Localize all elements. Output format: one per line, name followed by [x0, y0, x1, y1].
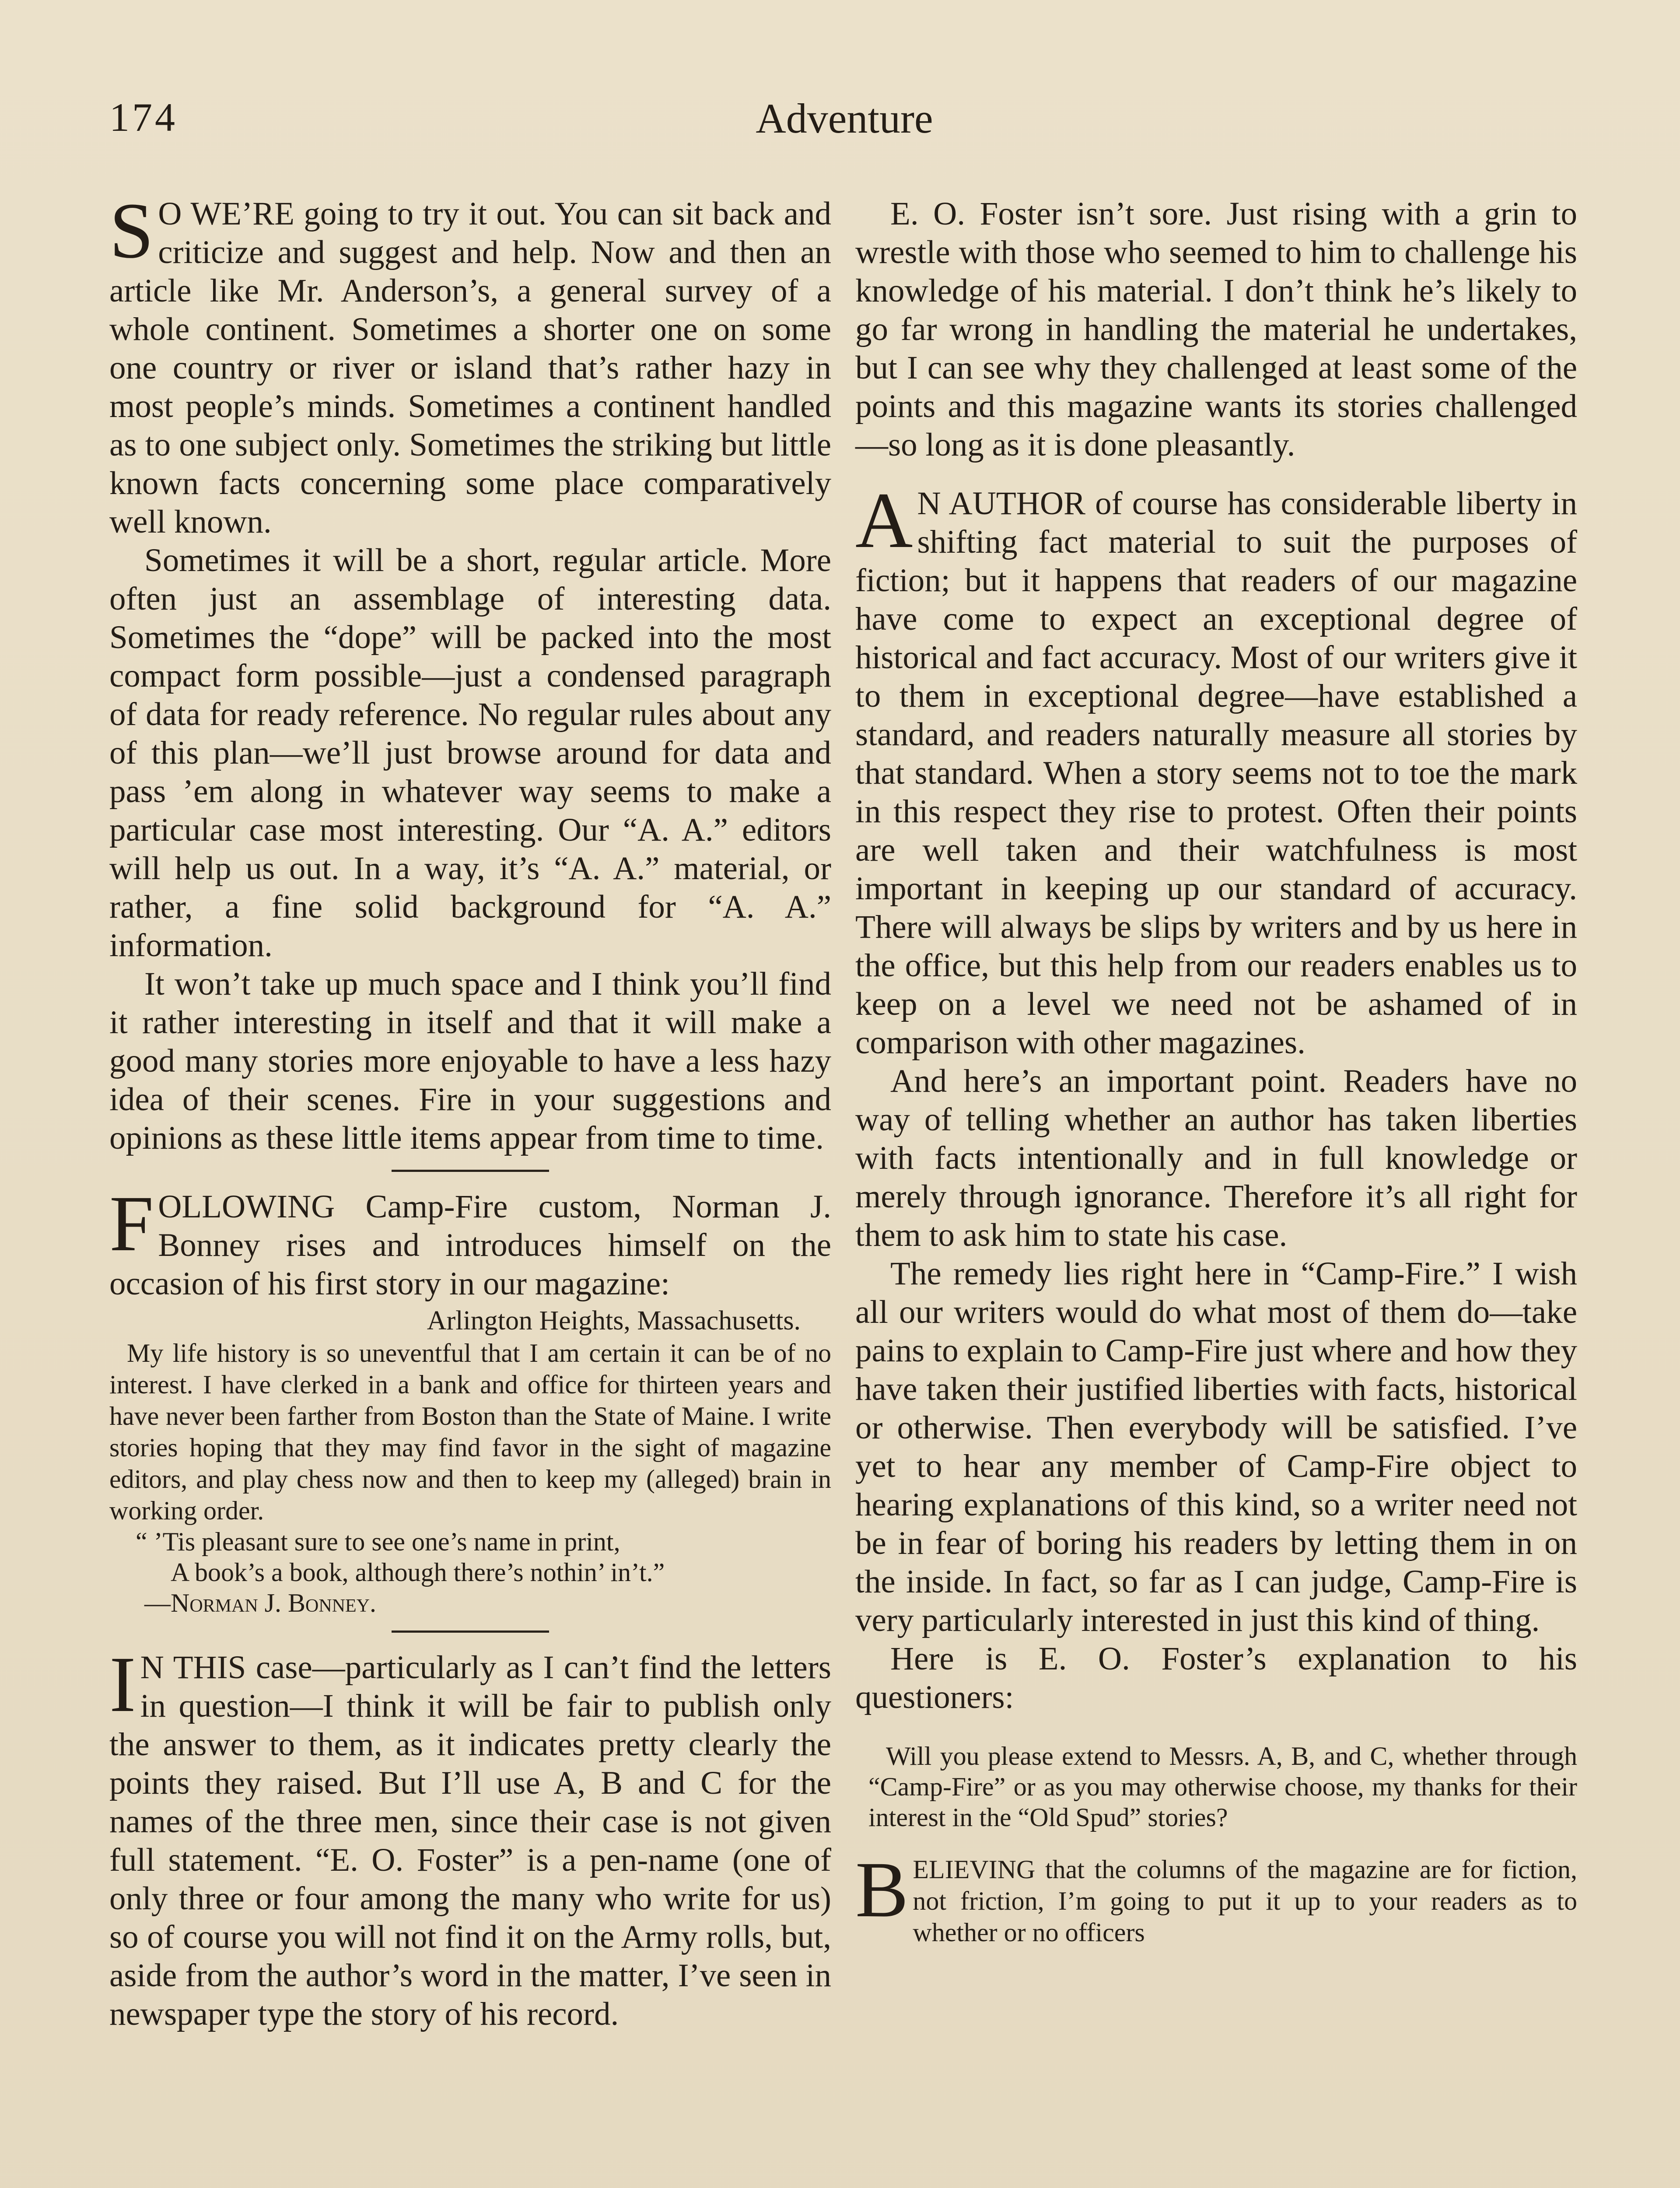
bonney-letter: [109, 1337, 831, 1526]
page-title: Adventure: [756, 95, 933, 142]
paragraph-remedy-lies: The remedy lies right here in “Camp-Fire.” I wish all our writers would do what most of them do—take pains to explain to Camp-Fire just where and how they have taken their justified liberties with facts, historical or otherwise. Then everybody will be satisfied. I’ve yet to hear any member of Camp-Fire object to hearing explanations of this kind, so a writer need not be in fear of boring his readers by letting them in on the inside. In fact, so far as I can judge, Camp-Fire is very particularly interested in just this kind of thing.: [855, 1255, 1577, 1638]
paragraph-here-is-foster: Here is E. O. Foster’s explanation to his questioners:: [855, 1641, 1577, 1715]
left-column: [109, 187, 831, 2034]
section-divider: [392, 1630, 549, 1633]
letter-body: My life history is so uneventful that I am certain it can be of no interest. I have clerked in a bank and office for thirteen years and have never been farther from Boston than the State of Maine. I write stories hoping that they may find favor in the sight of magazine editors, and play chess now and then to keep my (alleged) brain in working order.: [109, 1339, 831, 1525]
right-column: [855, 195, 1577, 1948]
page-header: [109, 94, 1579, 151]
paragraph-an-author: AN AUTHOR of course has considerable liberty in shifting fact material to suit the purposes of fiction; but it happens that readers of our magazine have come to expect an exceptional degree of historical and fact accuracy. Most of our writers give it to them in exceptional degree—have established a standard, and readers naturally measure all stories by that standard. When a story seems not to toe the mark in this respect they rise to protest. Often their points are well taken and their watchfulness is most important in keeping up our standard of accuracy. There will always be slips by writers and by us here in the office, but this help from our readers enables us to keep on a level we need not be ashamed of in comparison with other magazines.: [855, 477, 1577, 1061]
verse-line-1: “ ’Tis pleasant sure to see one’s name in print,: [136, 1527, 620, 1556]
paragraph-foster-isnt-sore: E. O. Foster isn’t sore. Just rising with a grin to wrestle with those who seemed to him to challenge his knowledge of his material. I don’t think he’s likely to go far wrong in handling the material he undertakes, but I can see why they challenged at least some of the points and this magazine wants its stories challenged—so long as it is done pleasantly.: [855, 196, 1577, 463]
paragraph-in-this-case: IN THIS case—particularly as I can’t find the letters in question—I think it will be fair to publish only the answer to them, as it indicates pretty clearly the points they raised. But I’ll use A, B and C for the names of the three men, since their case is not given full statement. “E. O. Foster” is a pen-name (one of only three or four among the many who write for us) so of course you will not find it on the Army rolls, but, aside from the author’s word in the matter, I’ve seen in newspaper type the story of his record.: [109, 1641, 831, 2032]
foster-letter-quote: Will you please extend to Messrs. A, B, and C, whether through “Camp-Fire” or as you may otherwise choose, my thanks for their interest in the “Old Spud” stories?: [868, 1742, 1577, 1832]
letter-location: Arlington Heights, Massachusetts.: [427, 1306, 801, 1336]
verse-quote: [136, 1526, 831, 1588]
letter-signature: —Norman J. Bonney.: [144, 1588, 377, 1617]
paragraph-sometimes-short-article: Sometimes it will be a short, regular article. More often just an assemblage of interesting data. Sometimes the “dope” will be packed into the most compact form possible—just a condensed paragraph of data for ready reference. No regular rules about any of this plan—we’ll just browse around for data and pass ’em along in whatever way seems to make a particular case most interesting. Our “A. A.” editors will help us out. In a way, it’s “A. A.” material, or rather, a fine solid background for “A. A.” information.: [109, 542, 831, 964]
page-number: 174: [109, 95, 178, 140]
paragraph-so-were-going: SO WE’RE going to try it out. You can sit back and criticize and suggest and help. Now and then an article like Mr. Anderson’s, a general survey of a whole continent. Sometimes a shorter one on some one country or river or island that’s rather hazy in most people’s minds. Sometimes a continent handled as to one subject only. Sometimes the striking but little known facts concerning some place comparatively well known.: [109, 187, 831, 540]
verse-line-2: A book’s a book, although there’s nothin’ in’t.”: [171, 1558, 665, 1587]
paragraph-important-point: And here’s an important point. Readers have no way of telling whether an author has taken liberties with facts intentionally and in full knowledge or merely through ignorance. Therefore it’s all right for them to ask him to state his case.: [855, 1063, 1577, 1253]
section-divider: [392, 1170, 549, 1172]
paragraph-believing: BELIEVING that the columns of the magazine are for fiction, not friction, I’m going to put it up to your readers as to whether or no officers: [855, 1846, 1577, 1947]
paragraph-following-camp-fire: FOLLOWING Camp-Fire custom, Norman J. Bonney rises and introduces himself on the occasion of his first story in our magazine:: [109, 1180, 831, 1302]
paragraph-wont-take-up-space: It won’t take up much space and I think you’ll find it rather interesting in itself and that it will make a good many stories more enjoyable to have a less hazy idea of their scenes. Fire in your suggestions and opinions as these little items appear from time to time.: [109, 966, 831, 1156]
